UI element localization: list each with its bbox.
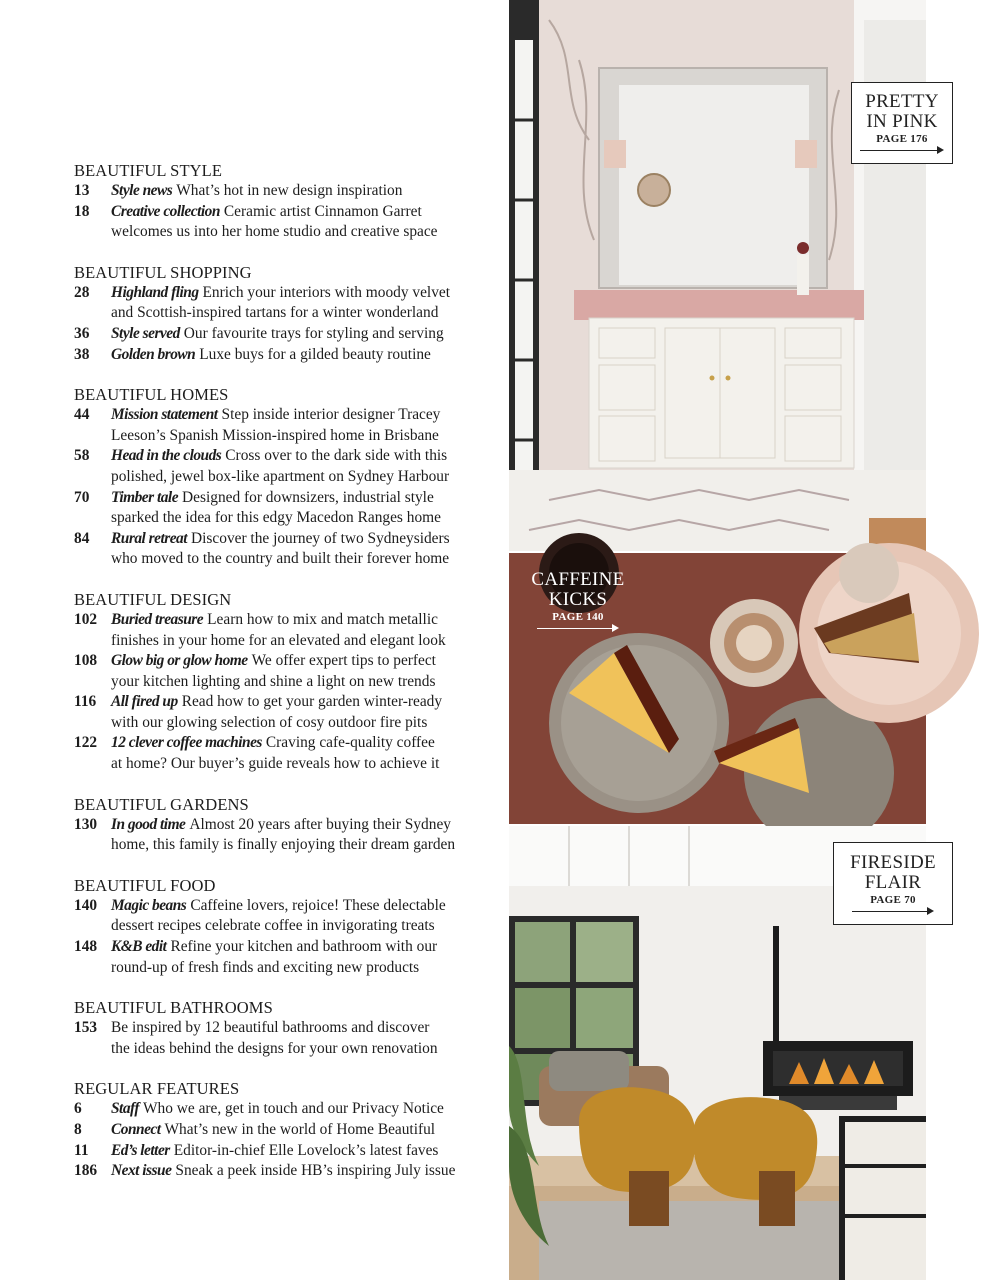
toc-entry-line[interactable]: [74, 896, 504, 917]
page-number: [74, 1039, 111, 1060]
toc-entry-line[interactable]: [74, 202, 504, 223]
entry-title: Timber tale: [111, 488, 179, 506]
toc-entry-line: [74, 549, 504, 570]
entry-text: [111, 1120, 504, 1141]
entry-text: [111, 958, 504, 979]
entry-description: Step inside interior designer Tracey: [221, 406, 441, 424]
entry-description: Be inspired by 12 beautiful bathrooms and discover: [111, 1019, 430, 1037]
page-number: 38: [74, 345, 90, 363]
table-of-contents: [74, 160, 504, 1201]
callout-caffeine-line1: CAFFEINE: [531, 569, 625, 590]
entry-title: Ed’s letter: [111, 1141, 170, 1159]
entry-description: Caffeine lovers, rejoice! These delectable: [190, 896, 446, 914]
page-number: 116: [74, 693, 97, 711]
entry-description: Luxe buys for a gilded beauty routine: [199, 345, 431, 363]
toc-entry-line[interactable]: [74, 815, 504, 836]
entry-title: In good time: [111, 815, 186, 833]
entry-title: 12 clever coffee machines: [111, 734, 262, 752]
toc-entry-line[interactable]: [74, 610, 504, 631]
entry-description: Almost 20 years after buying their Sydney: [189, 815, 451, 833]
page-number: [74, 672, 111, 693]
toc-entry-line[interactable]: [74, 1120, 504, 1141]
section-heading: BEAUTIFUL BATHROOMS: [74, 998, 273, 1018]
entry-text: [111, 713, 504, 734]
page-number: 28: [74, 283, 90, 301]
toc-entry-line: [74, 713, 504, 734]
section-heading: BEAUTIFUL GARDENS: [74, 794, 249, 814]
entry-description: What’s new in the world of Home Beautiful: [164, 1121, 436, 1138]
toc-section: [74, 589, 504, 775]
entry-text: [111, 324, 504, 345]
page-number: 130: [74, 815, 98, 833]
entry-text: [111, 754, 504, 775]
entry-text: [111, 303, 504, 324]
coffee-desserts-photo[interactable]: [509, 553, 926, 824]
entry-text: [111, 549, 504, 570]
callout-pink-line2: IN PINK: [866, 111, 938, 132]
page-number: 58: [74, 447, 90, 465]
toc-entry-line: [74, 835, 504, 856]
section-heading: BEAUTIFUL SHOPPING: [74, 262, 252, 282]
page-number: 84: [74, 529, 90, 547]
toc-entry-line[interactable]: [74, 733, 504, 754]
entry-title: Golden brown: [111, 345, 196, 363]
entry-description: your kitchen lighting and shine a light on new trends: [111, 672, 436, 690]
toc-section: [74, 997, 504, 1059]
page-number: 18: [74, 202, 90, 220]
page-number: [74, 467, 111, 488]
entry-text: [111, 672, 504, 693]
page-number: 153: [74, 1019, 98, 1037]
entry-title: Staff: [111, 1100, 140, 1118]
callout-fireside-page: PAGE 70: [870, 894, 916, 906]
toc-entry-line: [74, 467, 504, 488]
entry-title: Next issue: [111, 1162, 172, 1180]
entry-text: [111, 1161, 504, 1182]
toc-entry-line: [74, 222, 504, 243]
toc-entry-line[interactable]: [74, 937, 504, 958]
entry-description: Cross over to the dark side with this: [225, 447, 448, 465]
page-number: [74, 916, 111, 937]
page-number: 122: [74, 734, 98, 752]
entry-text: [111, 467, 504, 488]
page-number: 13: [74, 182, 90, 199]
fireside-flair-callout[interactable]: [833, 842, 953, 925]
toc-entry-line: [74, 426, 504, 447]
entry-text: [111, 651, 504, 672]
page-number: 11: [74, 1141, 89, 1159]
page-number: [74, 835, 111, 856]
entry-description: Read how to get your garden winter-ready: [181, 693, 443, 711]
entry-text: [111, 1099, 504, 1120]
page-number: 108: [74, 652, 98, 670]
entry-description: sparked the idea for this edgy Macedon Ranges home: [111, 509, 441, 527]
photo-column: [509, 0, 939, 1280]
entry-text: [111, 488, 504, 509]
toc-entry-line[interactable]: [74, 529, 504, 550]
entry-description: Sneak a peek inside HB’s inspiring July issue: [175, 1162, 456, 1180]
entry-description: the ideas behind the designs for your own renovation: [111, 1039, 438, 1057]
arrow-right-icon: [860, 146, 944, 156]
toc-entry-line[interactable]: [74, 1141, 504, 1162]
toc-entry-line: [74, 754, 504, 775]
pretty-in-pink-callout[interactable]: [851, 82, 953, 164]
section-heading: REGULAR FEATURES: [74, 1079, 240, 1099]
page-number: 102: [74, 610, 98, 628]
caffeine-kicks-callout[interactable]: [523, 570, 633, 634]
page-number: 8: [74, 1121, 82, 1138]
arrow-right-icon: [537, 624, 619, 634]
entry-title: Style news: [111, 182, 173, 199]
toc-entry-line[interactable]: [74, 345, 504, 366]
page-number: [74, 508, 111, 529]
toc-section: [74, 1078, 504, 1181]
page-number: 140: [74, 896, 98, 914]
entry-description: home, this family is finally enjoying their dream garden: [111, 836, 456, 854]
section-heading: BEAUTIFUL STYLE: [74, 161, 223, 180]
entry-description: Our favourite trays for styling and serving: [183, 324, 444, 342]
toc-entry-line: [74, 958, 504, 979]
entry-description: Ceramic artist Cinnamon Garret: [223, 202, 422, 220]
entry-description: Craving cafe-quality coffee: [265, 734, 435, 752]
page-number: [74, 631, 111, 652]
page-number: [74, 303, 111, 324]
entry-text: [111, 896, 504, 917]
toc-section: [74, 384, 504, 570]
entry-text: [111, 1039, 504, 1060]
toc-section: [74, 875, 504, 978]
toc-entry-line[interactable]: [74, 1018, 504, 1039]
entry-title: Buried treasure: [111, 610, 204, 628]
page-number: 44: [74, 406, 90, 424]
toc-entry-line[interactable]: [74, 1161, 504, 1182]
page-number: [74, 222, 111, 243]
toc-entry-line[interactable]: [74, 651, 504, 672]
entry-description: What’s hot in new design inspiration: [176, 182, 403, 199]
toc-entry-line[interactable]: [74, 446, 504, 467]
toc-entry-line: [74, 1039, 504, 1060]
toc-section: [74, 794, 504, 856]
entry-title: Mission statement: [111, 406, 218, 424]
entry-text: [111, 283, 504, 304]
entry-text: [111, 181, 504, 202]
entry-text: [111, 733, 504, 754]
entry-description: finishes in your home for an elevated and elegant look: [111, 631, 446, 649]
entry-text: [111, 692, 504, 713]
living-room-photo[interactable]: [509, 826, 936, 1280]
entry-title: Style served: [111, 324, 180, 342]
page-number: 186: [74, 1162, 98, 1180]
entry-text: [111, 815, 504, 836]
entry-title: Rural retreat: [111, 529, 188, 547]
entry-description: Editor-in-chief Elle Lovelock’s latest faves: [173, 1141, 439, 1159]
callout-pink-page: PAGE 176: [876, 133, 928, 145]
entry-text: [111, 610, 504, 631]
entry-description: Learn how to mix and match metallic: [207, 610, 438, 628]
toc-entry-line[interactable]: [74, 692, 504, 713]
bathroom-photo[interactable]: [509, 0, 939, 551]
entry-text: [111, 202, 504, 223]
entry-text: [111, 631, 504, 652]
entry-text: [111, 529, 504, 550]
entry-description: We offer expert tips to perfect: [251, 652, 436, 670]
toc-section: [74, 262, 504, 365]
toc-entry-line[interactable]: [74, 405, 504, 426]
entry-title: Connect: [111, 1121, 161, 1138]
page-number: 6: [74, 1100, 82, 1118]
callout-pink-line1: PRETTY: [865, 91, 939, 112]
entry-description: dessert recipes celebrate coffee in invigorating treats: [111, 917, 435, 935]
entry-text: [111, 1141, 504, 1162]
entry-title: Creative collection: [111, 202, 220, 220]
entry-title: K&B edit: [111, 938, 167, 956]
page-number: 36: [74, 324, 90, 342]
entry-description: Discover the journey of two Sydneysiders: [191, 529, 450, 547]
toc-entry-line: [74, 916, 504, 937]
entry-text: [111, 1018, 504, 1039]
entry-text: [111, 446, 504, 467]
page-number: [74, 426, 111, 447]
entry-title: Glow big or glow home: [111, 652, 248, 670]
entry-description: who moved to the country and built their forever home: [111, 550, 450, 568]
entry-title: Magic beans: [111, 896, 187, 914]
entry-description: Refine your kitchen and bathroom with our: [170, 938, 438, 956]
section-heading: BEAUTIFUL FOOD: [74, 875, 216, 895]
entry-description: Leeson’s Spanish Mission-inspired home in Brisbane: [111, 426, 439, 444]
toc-entry-line[interactable]: [74, 283, 504, 304]
entry-description: at home? Our buyer’s guide reveals how to achieve it: [111, 755, 440, 773]
entry-text: [111, 937, 504, 958]
entry-text: [111, 222, 504, 243]
page-number: [74, 713, 111, 734]
page-number: 148: [74, 938, 98, 956]
entry-description: Who we are, get in touch and our Privacy Notice: [143, 1100, 444, 1118]
page-number: [74, 958, 111, 979]
entry-title: Head in the clouds: [111, 447, 222, 465]
toc-entry-line: [74, 303, 504, 324]
toc-entry-line[interactable]: [74, 488, 504, 509]
entry-description: Designed for downsizers, industrial style: [182, 488, 434, 506]
entry-description: polished, jewel box-like apartment on Sydney Harbour: [111, 467, 450, 485]
toc-entry-line: [74, 672, 504, 693]
page-number: [74, 754, 111, 775]
entry-description: with our glowing selection of cosy outdoor fire pits: [111, 713, 428, 731]
entry-title: All fired up: [111, 693, 178, 711]
entry-text: [111, 916, 504, 937]
entry-description: Enrich your interiors with moody velvet: [202, 283, 450, 301]
callout-fireside-line1: FIRESIDE: [850, 852, 936, 873]
section-heading: BEAUTIFUL HOMES: [74, 385, 229, 405]
callout-fireside-line2: FLAIR: [864, 872, 922, 893]
entry-text: [111, 405, 504, 426]
toc-entry-line: [74, 631, 504, 652]
toc-entry-line[interactable]: [74, 1099, 504, 1120]
entry-description: round-up of fresh finds and exciting new products: [111, 958, 420, 976]
toc-entry-line: [74, 508, 504, 529]
toc-entry-line[interactable]: [74, 324, 504, 345]
toc-entry-line[interactable]: [74, 181, 504, 202]
entry-text: [111, 508, 504, 529]
toc-section: [74, 160, 504, 243]
entry-title: Highland fling: [111, 283, 199, 301]
entry-text: [111, 345, 504, 366]
page-number: 70: [74, 488, 90, 506]
entry-text: [111, 835, 504, 856]
entry-description: welcomes us into her home studio and creative space: [111, 223, 438, 241]
callout-caffeine-line2: KICKS: [548, 589, 608, 610]
callout-caffeine-page: PAGE 140: [552, 611, 604, 623]
section-heading: BEAUTIFUL DESIGN: [74, 589, 232, 609]
entry-description: and Scottish-inspired tartans for a winter wonderland: [111, 304, 439, 322]
entry-text: [111, 426, 504, 447]
arrow-right-icon: [852, 907, 934, 917]
page-number: [74, 549, 111, 570]
